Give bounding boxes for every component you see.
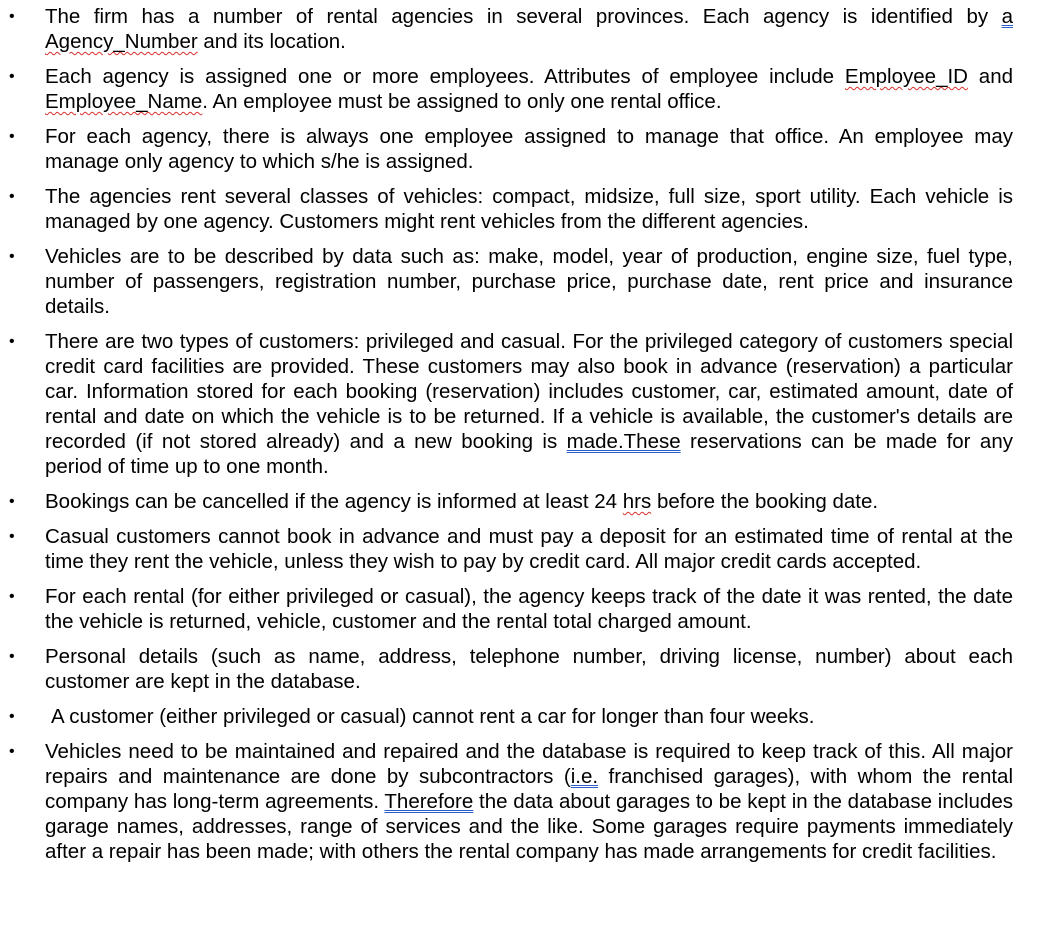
bullet-marker: •	[9, 648, 15, 665]
text-run: A customer (either privileged or casual) cannot rent a car for longer than four weeks.	[51, 705, 815, 728]
bullet-marker: •	[9, 708, 15, 725]
bullet-item	[0, 739, 1013, 864]
grammar-suggestion-mark: Therefore	[384, 790, 474, 813]
bullet-marker: •	[9, 68, 15, 85]
bullet-item	[0, 584, 1013, 634]
bullet-item	[0, 184, 1013, 234]
spelling-error-mark: hrs	[622, 490, 652, 513]
grammar-suggestion-mark: i.e.	[570, 765, 599, 788]
text-run: There are two types of customers: privileged and casual. For the privileged category of customers special credit card facilities are provided. These customers may also book in advance (reservation) a particular car. Information stored for each booking (reservation) includes customer, car, estimated amount, date of rental and date on which the vehicle is to be returned. If a vehicle is available, the customer's details are recorded (if not stored already) and a new booking is	[45, 330, 1013, 453]
bullet-text	[45, 490, 878, 513]
bullet-item	[0, 329, 1013, 479]
bullet-item	[0, 124, 1013, 174]
bullet-text	[45, 740, 1013, 863]
bullet-text	[45, 5, 1013, 53]
bullet-marker: •	[9, 188, 15, 205]
text-run: . An employee must be assigned to only one rental office.	[202, 90, 722, 113]
bullet-text	[45, 185, 1013, 233]
bullet-marker: •	[9, 743, 15, 760]
text-run: the data about garages to be kept in the database includes garage names, addresses, range of services and the like. Some garages require payments immediately after a repair has been made; with others the rental company has made arrangements for credit facilities.	[45, 790, 1013, 863]
text-run: Personal details (such as name, address, telephone number, driving license, number) about each customer are kept in the database.	[45, 645, 1013, 693]
bullet-item	[0, 4, 1013, 54]
spelling-error-mark: Employee_Name	[45, 90, 203, 113]
document-page	[0, 4, 1052, 874]
bullet-item	[0, 704, 1013, 729]
bullet-text	[45, 65, 1013, 113]
bullet-item	[0, 489, 1013, 514]
text-run: For each agency, there is always one employee assigned to manage that office. An employee may manage only agency to which s/he is assigned.	[45, 125, 1013, 173]
bullet-item	[0, 524, 1013, 574]
text-run: franchised garages), with whom the rental company has long-term agreements.	[45, 765, 1014, 813]
spelling-error-mark: Employee_ID	[844, 65, 968, 88]
bullet-item	[0, 644, 1013, 694]
bullet-marker: •	[9, 528, 15, 545]
bullet-text	[45, 705, 814, 728]
bullet-text	[45, 245, 1013, 318]
text-run: before the booking date.	[651, 490, 879, 513]
bullet-marker: •	[9, 248, 15, 265]
grammar-suggestion-mark: made.These	[566, 430, 681, 453]
bullet-marker: •	[9, 588, 15, 605]
bullet-item	[0, 64, 1013, 114]
grammar-suggestion-mark: a	[1001, 5, 1013, 28]
text-run: reservations can be made for any period of time up to one month.	[45, 430, 1013, 478]
bullet-text	[45, 330, 1013, 478]
bullet-item	[0, 244, 1013, 319]
bullet-text	[45, 125, 1013, 173]
text-run: Vehicles are to be described by data such as: make, model, year of production, engine size, fuel type, number of passengers, registration number, purchase price, purchase date, rent price and insurance details.	[45, 245, 1013, 318]
text-run: The firm has a number of rental agencies in several provinces. Each agency is identified by	[45, 5, 1002, 28]
requirements-bullet-list	[0, 4, 1052, 864]
spelling-error-mark: Agency_Number	[45, 30, 198, 53]
text-run: Vehicles need to be maintained and repaired and the database is required to keep track of this. All major repairs and maintenance are done by subcontractors (	[45, 740, 1013, 788]
text-run: Each agency is assigned one or more employees. Attributes of employee include	[45, 65, 845, 88]
bullet-marker: •	[9, 8, 15, 25]
text-run: The agencies rent several classes of vehicles: compact, midsize, full size, sport utility. Each vehicle is managed by one agency. Customers might rent vehicles from the different agencies.	[45, 185, 1013, 233]
bullet-text	[45, 585, 1013, 633]
bullet-marker: •	[9, 128, 15, 145]
bullet-marker: •	[9, 333, 15, 350]
text-run: For each rental (for either privileged or casual), the agency keeps track of the date it was rented, the date the vehicle is returned, vehicle, customer and the rental total charged amount.	[45, 585, 1013, 633]
bullet-text	[45, 525, 1013, 573]
text-run: Casual customers cannot book in advance and must pay a deposit for an estimated time of rental at the time they rent the vehicle, unless they wish to pay by credit card. All major credit cards accepted.	[45, 525, 1013, 573]
bullet-marker: •	[9, 493, 15, 510]
bullet-text	[45, 645, 1013, 693]
text-run: and	[967, 65, 1013, 88]
text-run: Bookings can be cancelled if the agency is informed at least 24	[45, 490, 623, 513]
text-run: and its location.	[197, 30, 346, 53]
